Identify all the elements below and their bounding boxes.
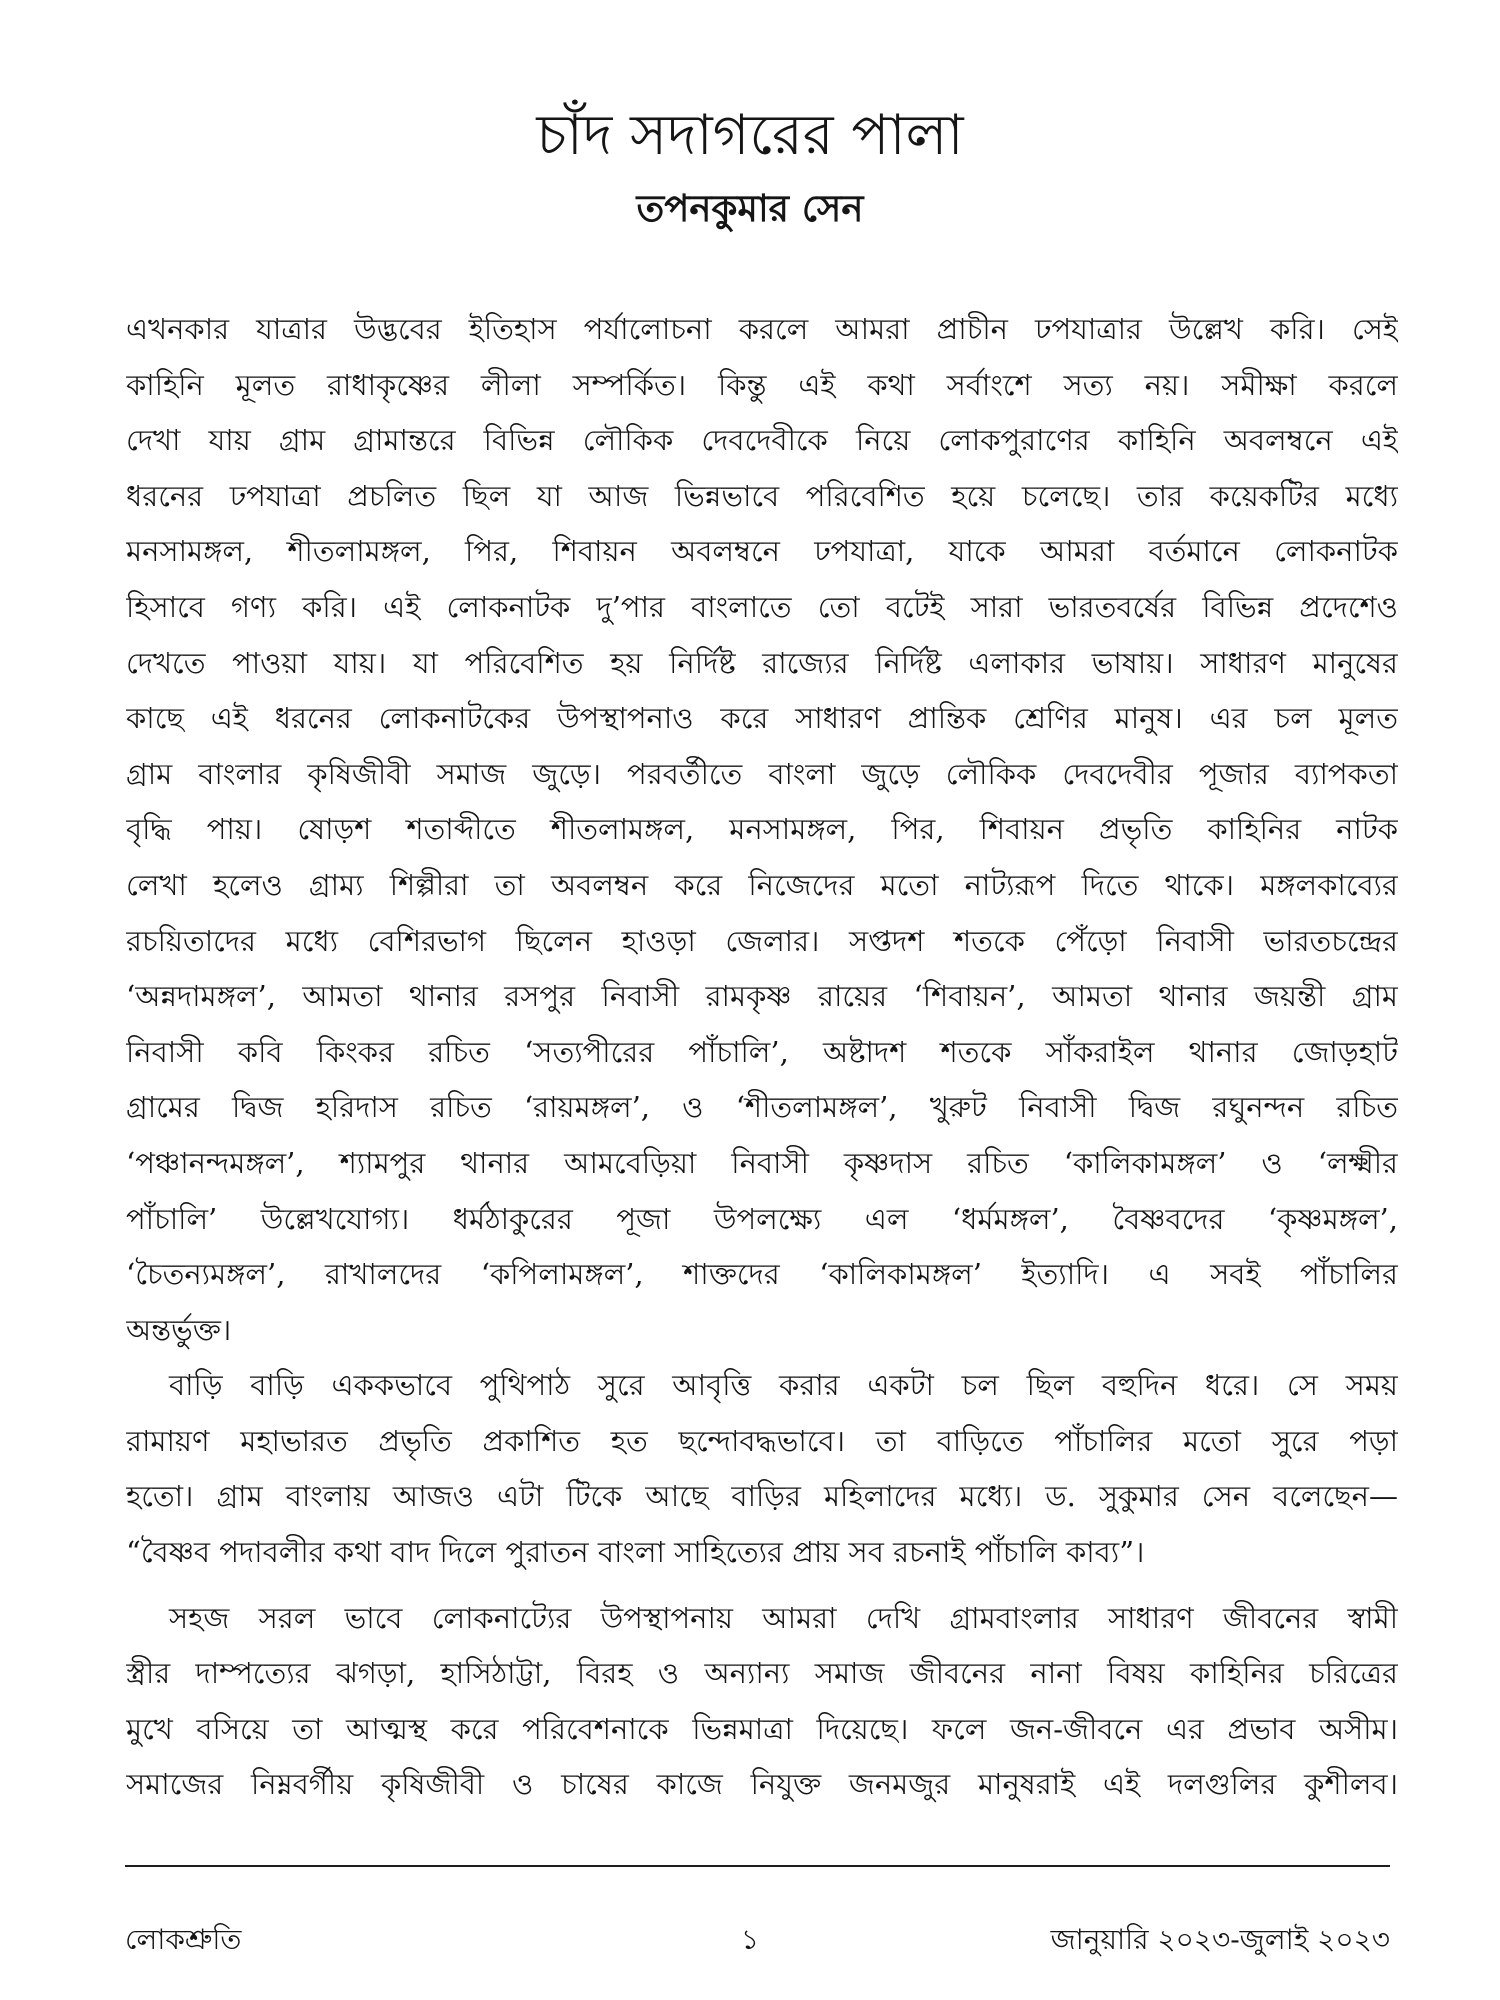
body-line: সমাজের নিম্নবর্গীয় কৃষিজীবী ও চাষের কাজে নিযুক্ত জনমজুর মানুষরাই এই দলগুলির কুশীলব। (126, 1767, 1398, 1802)
body-line: অন্তর্ভুক্ত। (126, 1312, 232, 1347)
body-line: এখনকার যাত্রার উদ্ভবের ইতিহাস পর্যালোচনা করলে আমরা প্রাচীন ঢপযাত্রার উল্লেখ করি। সেই (126, 312, 1398, 346)
body-line: বাড়ি বাড়ি এককভাবে পুথিপাঠ সুরে আবৃত্তি করার একটা চল ছিল বহুদিন ধরে। সে সময় (169, 1368, 1398, 1403)
body-line: মনসামঙ্গল, শীতলামঙ্গল, পির, শিবায়ন অবলম্বনে ঢপযাত্রা, যাকে আমরা বর্তমানে লোকনাটক (126, 534, 1398, 569)
body-line: পাঁচালি’ উল্লেখযোগ্য। ধর্মঠাকুরের পূজা উপলক্ষ্যে এল ‘ধর্মমঙ্গল’, বৈষ্ণবদের ‘কৃষ্ণমঙ্গল’, (126, 1201, 1398, 1236)
body-line: হতো। গ্রাম বাংলায় আজও এটা টিকে আছে বাড়ির মহিলাদের মধ্যে। ড. সুকুমার সেন বলেছেন— (126, 1479, 1398, 1514)
body-line: দেখা যায় গ্রাম গ্রামান্তরে বিভিন্ন লৌকিক দেবদেবীকে নিয়ে লোকপুরাণের কাহিনি অবলম্বনে এই (126, 423, 1398, 458)
body-line: ধরনের ঢপযাত্রা প্রচলিত ছিল যা আজ ভিন্নভাবে পরিবেশিত হয়ে চলেছে। তার কয়েকটির মধ্যে (126, 478, 1398, 513)
article-body (126, 302, 1398, 1813)
body-line: সহজ সরল ভাবে লোকনাট্যের উপস্থাপনায় আমরা দেখি গ্রামবাংলার সাধারণ জীবনের স্বামী (169, 1600, 1398, 1635)
body-line: রচয়িতাদের মধ্যে বেশিরভাগ ছিলেন হাওড়া জেলার। সপ্তদশ শতকে পেঁড়ো নিবাসী ভারতচন্দ্রের (126, 923, 1398, 958)
body-line: ‘চৈতন্যমঙ্গল’, রাখালদের ‘কপিলামঙ্গল’, শাক্তদের ‘কালিকামঙ্গল’ ইত্যাদি। এ সবই পাঁচালির (126, 1257, 1398, 1292)
footer-divider (125, 1865, 1390, 1867)
paragraph-3 (126, 1591, 1398, 1813)
body-line: “বৈষ্ণব পদাবলীর কথা বাদ দিলে পুরাতন বাংলা সাহিত্যের প্রায় সব রচনাই পাঁচালি কাব্য”। (126, 1535, 1145, 1570)
body-line: লেখা হলেও গ্রাম্য শিল্পীরা তা অবলম্বন করে নিজেদের মতো নাট্যরূপ দিতে থাকে। মঙ্গলকাব্যের (126, 867, 1398, 902)
paragraph-2 (126, 1358, 1398, 1580)
body-line: গ্রামের দ্বিজ হরিদাস রচিত ‘রায়মঙ্গল’, ও ‘শীতলামঙ্গল’, খুরুট নিবাসী দ্বিজ রঘুনন্দন রচিত (126, 1090, 1398, 1125)
body-line: মুখে বসিয়ে তা আত্মস্থ করে পরিবেশনাকে ভিন্নমাত্রা দিয়েছে। ফলে জন-জীবনে এর প্রভাব অসীম। (126, 1711, 1398, 1746)
body-line: বৃদ্ধি পায়। ষোড়শ শতাব্দীতে শীতলামঙ্গল, মনসামঙ্গল, পির, শিবায়ন প্রভৃতি কাহিনির নাটক (126, 812, 1398, 847)
body-line: কাহিনি মূলত রাধাকৃষ্ণের লীলা সম্পর্কিত। কিন্তু এই কথা সর্বাংশে সত্য নয়। সমীক্ষা করলে (126, 367, 1398, 402)
body-line: হিসাবে গণ্য করি। এই লোকনাটক দু’পার বাংলাতে তো বটেই সারা ভারতবর্ষের বিভিন্ন প্রদেশেও (126, 589, 1398, 624)
body-line: ‘পঞ্চানন্দমঙ্গল’, শ্যামপুর থানার আমবেড়িয়া নিবাসী কৃষ্ণদাস রচিত ‘কালিকামঙ্গল’ ও ‘লক্ষ্মীর (126, 1145, 1398, 1180)
body-line: স্ত্রীর দাম্পত্যের ঝগড়া, হাসিঠাট্টা, বিরহ ও অন্যান্য সমাজ জীবনের নানা বিষয় কাহিনির চরিত্রের (126, 1656, 1398, 1691)
body-line: কাছে এই ধরনের লোকনাটকের উপস্থাপনাও করে সাধারণ প্রান্তিক শ্রেণির মানুষ। এর চল মূলত (126, 701, 1398, 736)
body-line: রামায়ণ মহাভারত প্রভৃতি প্রকাশিত হত ছন্দোবদ্ধভাবে। তা বাড়িতে পাঁচালির মতো সুরে পড়া (126, 1423, 1398, 1458)
footer-page-number: ১ (740, 1923, 760, 1956)
paragraph-1 (126, 302, 1398, 1358)
body-line: দেখতে পাওয়া যায়। যা পরিবেশিত হয় নির্দিষ্ট রাজ্যের নির্দিষ্ট এলাকার ভাষায়। সাধারণ মানুষের (126, 645, 1398, 680)
article-author: তপনকুমার সেন (636, 186, 864, 230)
footer-journal-name: লোকশ্রুতি (125, 1923, 242, 1956)
article-title: চাঁদ সদাগরের পালা (536, 103, 964, 168)
body-line: নিবাসী কবি কিংকর রচিত ‘সত্যপীরের পাঁচালি’, অষ্টাদশ শতকে সাঁকরাইল থানার জোড়হাট (126, 1034, 1398, 1069)
footer-issue-date: জানুয়ারি ২০২৩-জুলাই ২০২৩ (1050, 1923, 1390, 1956)
body-line: ‘অন্নদামঙ্গল’, আমতা থানার রসপুর নিবাসী রামকৃষ্ণ রায়ের ‘শিবায়ন’, আমতা থানার জয়ন্তী গ্রাম (126, 979, 1398, 1014)
body-line: গ্রাম বাংলার কৃষিজীবী সমাজ জুড়ে। পরবর্তীতে বাংলা জুড়ে লৌকিক দেবদেবীর পূজার ব্যাপকতা (126, 756, 1398, 791)
